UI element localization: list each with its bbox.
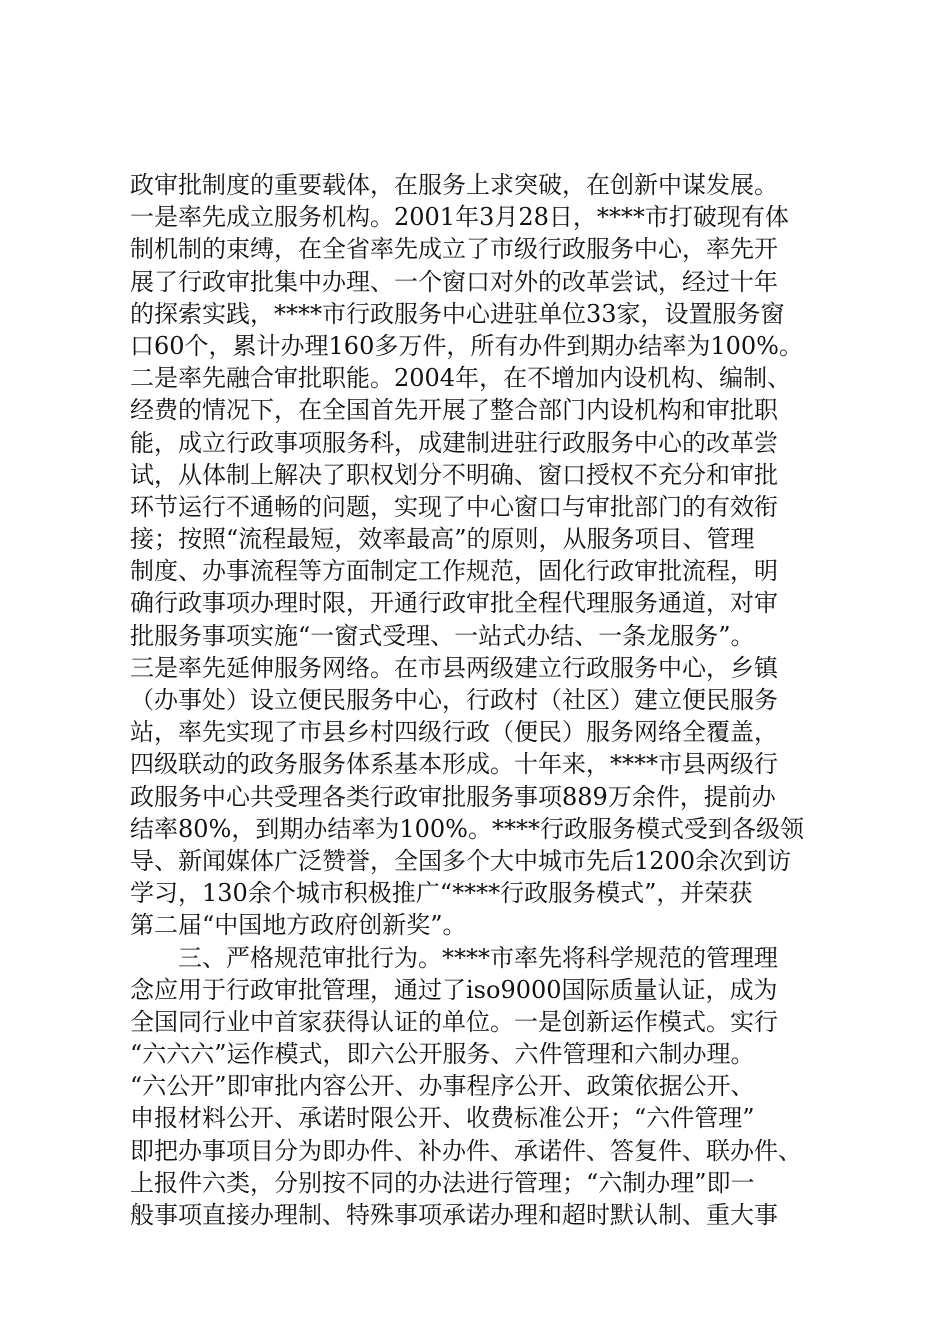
text-line: 学习，130余个城市积极推广“****行政服务模式”，并荣获 [130,879,753,908]
text-line: 三、严格规范审批行为。****市率先将科学规范的管理理 [130,943,778,972]
text-line: 政服务中心共受理各类行政审批服务事项889万余件，提前办 [130,782,776,811]
text-line: 环节运行不通畅的问题，实现了中心窗口与审批部门的有效衔 [130,492,778,521]
text-line: 结率80%，到期办结率为100%。****行政服务模式受到各级领 [130,814,804,843]
text-line: 全国同行业中首家获得认证的单位。一是创新运作模式。实行 [130,1007,778,1036]
text-line: 即把办事项目分为即办件、补办件、承诺件、答复件、联办件、 [130,1136,802,1165]
text-line: 展了行政审批集中办理、一个窗口对外的改革尝试，经过十年 [130,267,778,296]
text-line: 导、新闻媒体广泛赞誉，全国多个大中城市先后1200余次到访 [130,846,792,875]
text-line: 申报材料公开、承诺时限公开、收费标准公开；“六件管理” [130,1104,755,1133]
text-line: 站，率先实现了市县乡村四级行政（便民）服务网络全覆盖， [130,718,778,747]
text-line: 政审批制度的重要载体，在服务上求突破，在创新中谋发展。 [130,171,778,199]
text-line: 批服务事项实施“一窗式受理、一站式办结、一条龙服务”。 [130,621,755,650]
text-line: “六六六”运作模式，即六公开服务、六件管理和六制办理。 [130,1040,755,1069]
text-line: 念应用于行政审批管理，通过了iso9000国际质量认证，成为 [130,975,778,1004]
text-line: 能，成立行政事项服务科，成建制进驻行政服务中心的改革尝 [130,428,778,457]
text-line: 试，从体制上解决了职权划分不明确、窗口授权不充分和审批 [130,460,778,489]
body-text [130,169,850,1231]
text-line: 接；按照“流程最短，效率最高”的原则，从服务项目、管理 [130,525,755,554]
text-line: 一是率先成立服务机构。2001年3月28日，****市打破现有体 [130,203,789,232]
text-line: “六公开”即审批内容公开、办事程序公开、政策依据公开、 [130,1072,755,1101]
text-line: 制机制的束缚，在全省率先成立了市级行政服务中心，率先开 [130,235,778,264]
text-line: 三是率先延伸服务网络。在市县两级建立行政服务中心，乡镇 [130,653,778,682]
text-line: （办事处）设立便民服务中心，行政村（社区）建立便民服务 [130,686,778,714]
text-line: 二是率先融合审批职能。2004年，在不增加内设机构、编制、 [130,364,792,393]
text-line: 般事项直接办理制、特殊事项承诺办理和超时默认制、重大事 [130,1201,778,1229]
text-line: 第二届“中国地方政府创新奖”。 [130,911,467,940]
text-line: 四级联动的政务服务体系基本形成。十年来，****市县两级行 [130,750,778,779]
text-line: 口60个，累计办理160多万件，所有办件到期办结率为100%。 [130,331,803,360]
text-line: 的探索实践，****市行政服务中心进驻单位33家，设置服务窗 [130,299,785,328]
text-line: 上报件六类，分别按不同的办法进行管理；“六制办理”即一 [130,1168,755,1197]
text-line: 制度、办事流程等方面制定工作规范，固化行政审批流程，明 [130,557,778,586]
text-line: 经费的情况下，在全国首先开展了整合部门内设机构和审批职 [130,396,778,425]
text-line: 确行政事项办理时限，开通行政审批全程代理服务通道，对审 [130,589,778,618]
